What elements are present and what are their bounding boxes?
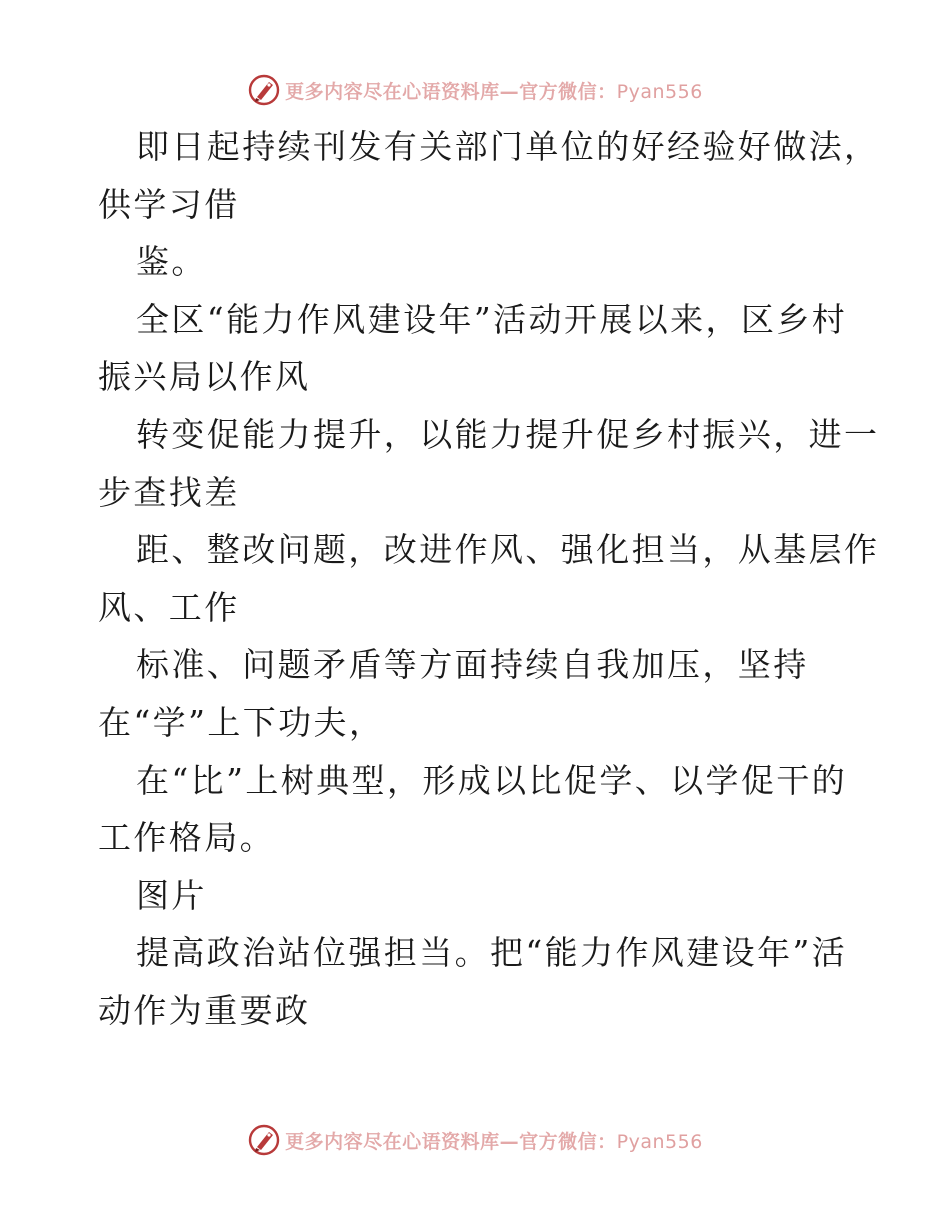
text-line: 步查找差 [98, 472, 240, 512]
pen-logo-icon [247, 73, 281, 107]
pen-logo-icon [247, 1123, 281, 1157]
watermark-text: 更多内容尽在心语资料库—官方微信：Pyan556 [285, 1130, 703, 1153]
text-line: 转变促能力提升，以能力提升促乡村振兴，进一 [136, 414, 880, 454]
text-line: 工作格局。 [98, 818, 275, 858]
text-line: 即日起持续刊发有关部门单位的好经验好做法， [136, 127, 880, 166]
text-line: 距、整改问题，改进作风、强化担当，从基层作 [136, 530, 880, 570]
text-line: 全区“能力作风建设年”活动开展以来，区乡村 [136, 299, 848, 339]
text-line: 标准、问题矛盾等方面持续自我加压，坚持 [136, 645, 809, 685]
text-line: 振兴局以作风 [98, 357, 311, 397]
text-line: 在“比”上树典型，形成以比促学、以学促干的 [136, 760, 848, 800]
text-line: 鉴。 [136, 242, 207, 282]
text-line: 提高政治站位强担当。把“能力作风建设年”活 [136, 933, 848, 973]
text-line: 动作为重要政 [98, 990, 311, 1030]
document-body [98, 118, 880, 1040]
text-line: 在“学”上下功夫， [98, 702, 385, 742]
footer-watermark [0, 1120, 950, 1160]
text-line: 图片 [136, 875, 207, 915]
text-line: 供学习借 [98, 184, 240, 224]
text-line: 风、工作 [98, 587, 240, 627]
watermark-text: 更多内容尽在心语资料库—官方微信：Pyan556 [285, 80, 703, 103]
header-watermark [0, 70, 950, 110]
